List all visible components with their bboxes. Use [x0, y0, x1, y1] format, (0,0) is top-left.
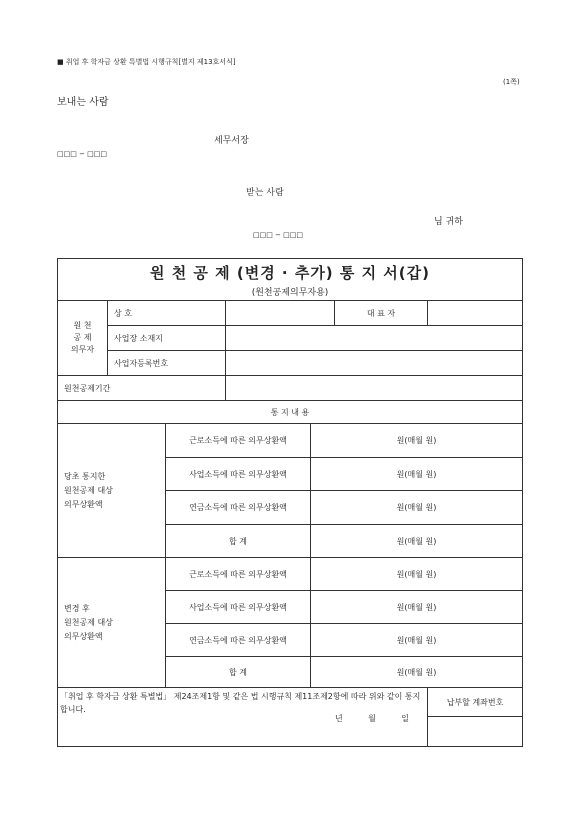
- changed-business-income-label: 사업소득에 따른 의무상환액: [166, 591, 311, 624]
- original-pension-income-label: 연금소득에 따른 의무상환액: [166, 491, 311, 525]
- form-subtitle: (원천공제의무자용): [251, 287, 329, 298]
- changed-total-label: 합 계: [166, 657, 311, 688]
- obligor-group-label: 원 천 공 제 의무자: [58, 301, 108, 376]
- original-earned-income-amount[interactable]: 원(매월 원): [311, 424, 523, 458]
- payment-account-field[interactable]: [428, 717, 523, 747]
- business-regno-label: 사업자등록번호: [108, 351, 226, 376]
- sender-office: 세무서장: [214, 136, 249, 146]
- notice-content-heading: 통 지 내 용: [58, 401, 523, 424]
- sender-label: 보내는 사람: [57, 97, 109, 108]
- changed-pension-income-amount[interactable]: 원(매월 원): [311, 624, 523, 657]
- form-title-cell: [58, 259, 523, 301]
- form-title: 원 천 공 제 (변경 · 추가) 통 지 서(갑): [150, 263, 431, 282]
- page-number: (1쪽): [503, 78, 520, 86]
- legal-statement: 「취업 후 학자금 상환 특별법」 제24조제1항 및 같은 법 시행규칙 제11조제2항에 따라 위와 같이 통지합니다.: [60, 692, 421, 714]
- original-business-income-label: 사업소득에 따른 의무상환액: [166, 458, 311, 491]
- changed-pension-income-label: 연금소득에 따른 의무상환액: [166, 624, 311, 657]
- notification-form: [57, 258, 523, 747]
- original-total-label: 합 계: [166, 525, 311, 558]
- representative-field[interactable]: [428, 301, 523, 326]
- changed-business-income-amount[interactable]: 원(매월 원): [311, 591, 523, 624]
- form-reference: ■ 취업 후 학자금 상환 특별법 시행규칙[별지 제13호서식]: [57, 58, 236, 66]
- original-pension-income-amount[interactable]: 원(매월 원): [311, 491, 523, 525]
- changed-section-label: 변경 후 원천공제 대상 의무상환액: [58, 558, 166, 688]
- sender-postal-code: □□□ − □□□: [57, 150, 107, 158]
- issue-date: 년 월 일: [334, 714, 409, 723]
- footer-statement-cell: [58, 688, 428, 747]
- original-total-amount[interactable]: 원(매월 원): [311, 525, 523, 558]
- recipient-postal-code: □□□ − □□□: [253, 231, 303, 239]
- changed-total-amount[interactable]: 원(매월 원): [311, 657, 523, 688]
- business-address-label: 사업장 소재지: [108, 326, 226, 351]
- business-name-label: 상 호: [108, 301, 226, 326]
- deduction-period-field[interactable]: [226, 376, 523, 401]
- representative-label: 대 표 자: [335, 301, 428, 326]
- changed-earned-income-label: 근로소득에 따른 의무상환액: [166, 558, 311, 591]
- original-business-income-amount[interactable]: 원(매월 원): [311, 458, 523, 491]
- original-section-label: 당초 통지한 원천공제 대상 의무상환액: [58, 424, 166, 558]
- original-earned-income-label: 근로소득에 따른 의무상환액: [166, 424, 311, 458]
- recipient-label: 받는 사람: [246, 188, 284, 198]
- payment-account-label: 납부할 계좌번호: [428, 688, 523, 717]
- business-regno-field[interactable]: [226, 351, 523, 376]
- deduction-period-label: 원천공제기간: [58, 376, 226, 401]
- business-name-field[interactable]: [226, 301, 335, 326]
- changed-earned-income-amount[interactable]: 원(매월 원): [311, 558, 523, 591]
- business-address-field[interactable]: [226, 326, 523, 351]
- recipient-honorific: 님 귀하: [434, 217, 463, 227]
